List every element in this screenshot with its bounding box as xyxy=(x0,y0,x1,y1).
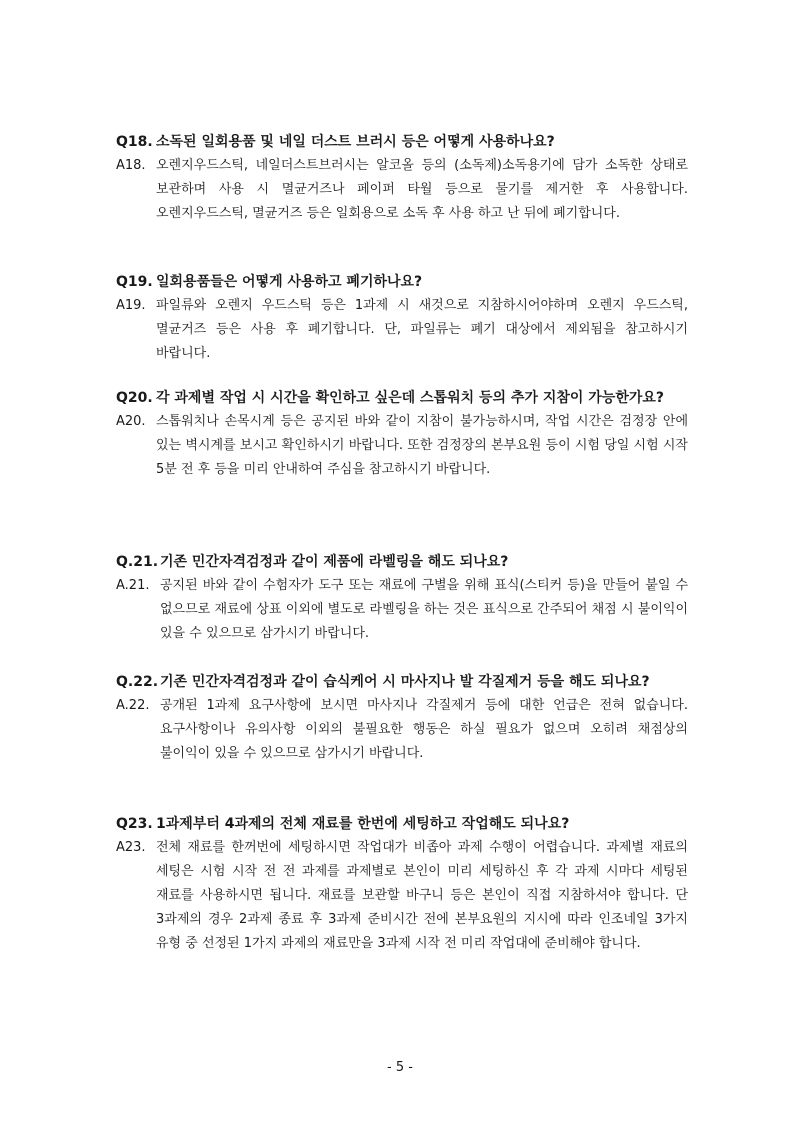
qa-item-19 xyxy=(116,270,688,366)
question xyxy=(116,270,688,294)
question-text: 1과제부터 4과제의 전체 재료를 한번에 세팅하고 작업해도 되나요? xyxy=(156,816,570,832)
question-number: Q.22. xyxy=(116,674,159,690)
question xyxy=(116,386,688,410)
answer-number: A.22. xyxy=(116,698,150,713)
answer xyxy=(116,836,688,956)
answer-number: A.21. xyxy=(116,578,150,593)
answer xyxy=(116,574,688,646)
answer xyxy=(116,154,688,226)
answer-text: 스톱워치나 손목시계 등은 공지된 바와 같이 지참이 불가능하시며, 작업 시간은 검정장 안에 있는 벽시계를 보시고 확인하시기 바랍니다. 또한 검정장의 본부요원 등이 시험 당일 시험 시작 5분 전 후 등을 미리 안내하여 주심을 참고하시기 바랍니다. xyxy=(156,414,688,477)
qa-item-21 xyxy=(116,550,688,646)
question xyxy=(116,670,688,694)
question xyxy=(116,130,688,154)
answer-text: 오렌지우드스틱, 네일더스트브러시는 알코올 등의 (소독제)소독용기에 담가 소독한 상태로 보관하며 사용 시 멸균거즈나 페이퍼 타월 등으로 물기를 제거한 후 사용합니다. 오렌지우드스틱, 멸균거즈 등은 일회용으로 소독 후 사용 하고 난 뒤에 폐기합니다. xyxy=(156,158,688,221)
question-text: 소독된 일회용품 및 네일 더스트 브러시 등은 어떻게 사용하나요? xyxy=(156,134,555,150)
answer xyxy=(116,694,688,766)
answer-text: 파일류와 오렌지 우드스틱 등은 1과제 시 새것으로 지참하시어야하며 오렌지 우드스틱, 멸균거즈 등은 사용 후 폐기합니다. 단, 파일류는 폐기 대상에서 제외됨을 참고하시기 바랍니다. xyxy=(156,298,688,361)
qa-item-23 xyxy=(116,812,688,956)
question-number: Q18. xyxy=(116,134,153,150)
question xyxy=(116,550,688,574)
question-text: 일회용품들은 어떻게 사용하고 폐기하나요? xyxy=(156,274,423,290)
answer xyxy=(116,294,688,366)
page-number: - 5 - xyxy=(387,1060,413,1075)
question xyxy=(116,812,688,836)
question-text: 각 과제별 작업 시 시간을 확인하고 싶은데 스톱워치 등의 추가 지참이 가능한가요? xyxy=(156,390,665,406)
question-number: Q23. xyxy=(116,816,153,832)
answer xyxy=(116,410,688,482)
answer-number: A18. xyxy=(116,158,146,173)
qa-item-22 xyxy=(116,670,688,766)
answer-number: A23. xyxy=(116,840,146,855)
answer-text: 공개된 1과제 요구사항에 보시면 마사지나 각질제거 등에 대한 언급은 전혀 없습니다. 요구사항이나 유의사항 이외의 불필요한 행동은 하실 필요가 없으며 오히려 채점상의 불이익이 있을 수 있으므로 삼가시기 바랍니다. xyxy=(160,698,688,761)
qa-item-18 xyxy=(116,130,688,226)
question-number: Q20. xyxy=(116,390,153,406)
answer-text: 전체 재료를 한꺼번에 세팅하시면 작업대가 비좁아 과제 수행이 어렵습니다. 과제별 재료의 세팅은 시험 시작 전 전 과제를 과제별로 본인이 미리 세팅하신 후 각 과제 시마다 세팅된 재료를 사용하시면 됩니다. 재료를 보관할 바구니 등은 본인이 직접 지참하셔야 합니다. 단 3과제의 경우 2과제 종료 후 3과제 준비시간 전에 본부요원의 지시에 따라 인조네일 3가지 유형 중 선정된 1가지 과제의 재료만을 3과제 시작 전 미리 작업대에 준비해야 합니다. xyxy=(156,840,688,951)
answer-number: A20. xyxy=(116,414,146,429)
answer-text: 공지된 바와 같이 수험자가 도구 또는 재료에 구별을 위해 표식(스티커 등)을 만들어 붙일 수 없으므로 재료에 상표 이외에 별도로 라벨링을 하는 것은 표식으로 간주되어 채점 시 불이익이 있을 수 있으므로 삼가시기 바랍니다. xyxy=(160,578,688,641)
question-text: 기존 민간자격검정과 같이 제품에 라벨링을 해도 되나요? xyxy=(160,554,509,570)
question-number: Q19. xyxy=(116,274,153,290)
qa-item-20 xyxy=(116,386,688,482)
question-number: Q.21. xyxy=(116,554,159,570)
answer-number: A19. xyxy=(116,298,146,313)
question-text: 기존 민간자격검정과 같이 습식케어 시 마사지나 발 각질제거 등을 해도 되나요? xyxy=(160,674,650,690)
